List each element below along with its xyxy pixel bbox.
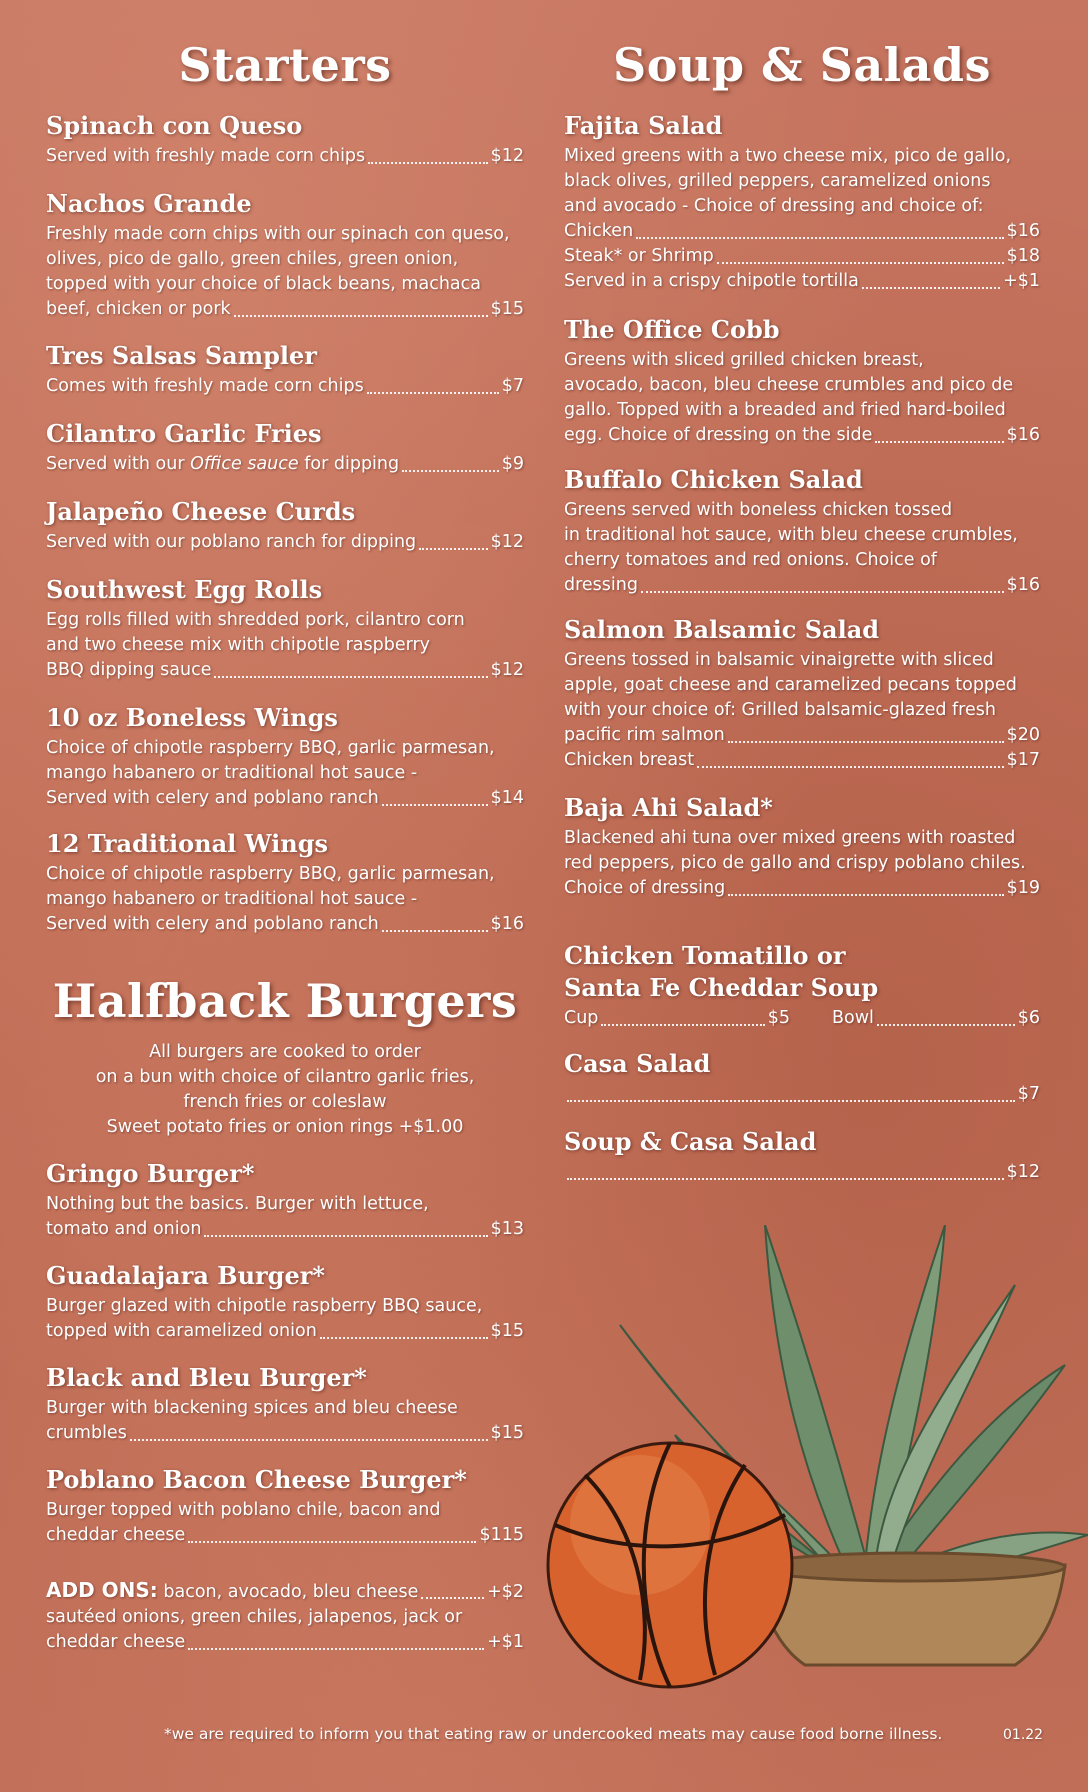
dot-leader — [188, 1648, 484, 1650]
menu-item — [46, 342, 524, 399]
casa-salad-price: $7 — [1017, 1084, 1040, 1104]
dot-leader — [320, 1337, 488, 1339]
menu-item-description — [46, 374, 524, 399]
dot-leader — [130, 1439, 488, 1441]
description-line: Freshly made corn chips with our spinach con queso, — [46, 224, 510, 244]
menu-item-description — [564, 826, 1040, 901]
description-line: apple, goat cheese and caramelized pecans topped — [564, 675, 1017, 695]
menu-item-description — [46, 1294, 524, 1344]
menu-item — [46, 498, 524, 555]
menu-item-title: Nachos Grande — [46, 189, 252, 218]
price: $12 — [490, 532, 524, 552]
description-line: mango habanero or traditional hot sauce - — [46, 763, 418, 783]
description-line: gallo. Topped with a breaded and fried hard-boiled — [564, 400, 1006, 420]
menu-item — [46, 704, 524, 811]
description-line: Blackened ahi tuna over mixed greens with roasted — [564, 828, 1016, 848]
burgers-intro-line: french fries or coleslaw — [183, 1092, 387, 1112]
menu-item — [46, 1160, 524, 1242]
menu-item-title: Spinach con Queso — [46, 111, 303, 140]
price: $115 — [479, 1525, 524, 1545]
price: $20 — [1006, 725, 1040, 745]
price-line — [564, 573, 1040, 598]
price: $19 — [1006, 878, 1040, 898]
dot-leader — [367, 392, 499, 394]
price-line-label — [46, 452, 399, 477]
menu-item — [46, 576, 524, 683]
price-line-label: cheddar cheese — [46, 1525, 186, 1545]
price-line — [46, 1421, 524, 1446]
soups-title: Soup & Salads — [613, 38, 991, 92]
price-line-label: Choice of dressing — [564, 878, 726, 898]
starters-title: Starters — [178, 38, 392, 92]
menu-item-description — [46, 1396, 524, 1446]
description-line: mango habanero or traditional hot sauce - — [46, 889, 418, 909]
dot-leader — [234, 315, 488, 317]
menu-item — [564, 794, 1040, 901]
description-line: and avocado - Choice of dressing and choice of: — [564, 196, 984, 216]
description-line: Nothing but the basics. Burger with lettuce, — [46, 1194, 429, 1214]
menu-item — [564, 466, 1040, 598]
dot-leader — [875, 441, 1003, 443]
description-line: Greens served with boneless chicken tossed — [564, 500, 953, 520]
price-line-label: BBQ dipping sauce — [46, 660, 212, 680]
price-line — [46, 144, 524, 169]
menu-item-title: Baja Ahi Salad* — [564, 793, 773, 822]
price-line-label: pacific rim salmon — [564, 725, 725, 745]
price: $17 — [1006, 750, 1040, 770]
dot-leader — [862, 287, 1000, 289]
price: $12 — [490, 146, 524, 166]
cup-price: $5 — [767, 1008, 790, 1028]
label-part: Served with our — [46, 454, 191, 474]
price-line — [46, 912, 524, 937]
footer-code: 01.22 — [1003, 1727, 1044, 1743]
menu-item-title: Salmon Balsamic Salad — [564, 615, 880, 644]
dot-leader — [402, 470, 499, 472]
dot-leader — [636, 237, 1003, 239]
burgers-intro — [46, 1040, 524, 1140]
addons-price: +$2 — [487, 1582, 524, 1602]
menu-item-title: Cilantro Garlic Fries — [46, 419, 322, 448]
description-line: Choice of chipotle raspberry BBQ, garlic parmesan, — [46, 864, 495, 884]
burgers-intro-line: Sweet potato fries or onion rings +$1.00 — [106, 1117, 464, 1137]
addons-text: sautéed onions, green chiles, jalapenos, jack or — [46, 1607, 463, 1627]
pot-icon — [755, 1553, 1065, 1665]
bowl-label: Bowl — [832, 1008, 874, 1028]
price-line — [46, 530, 524, 555]
price: $16 — [1006, 221, 1040, 241]
price: $15 — [490, 1423, 524, 1443]
menu-item-title: Fajita Salad — [564, 111, 723, 140]
price-line — [46, 1217, 524, 1242]
label-part: for dipping — [298, 454, 400, 474]
menu-item-description — [564, 498, 1040, 598]
menu-item — [46, 1466, 524, 1548]
price: +$1 — [1003, 271, 1040, 291]
addons-line — [46, 1578, 524, 1605]
menu-item — [46, 190, 524, 322]
menu-item-description — [46, 862, 524, 937]
label-emphasis: Office sauce — [190, 454, 299, 474]
agave-basketball-illustration — [545, 1225, 1088, 1695]
description-line: and two cheese mix with chipotle raspberry — [46, 635, 431, 655]
price-line-label: beef, chicken or pork — [46, 299, 231, 319]
description-line: Greens with sliced grilled chicken breast, — [564, 350, 924, 370]
price-line — [46, 786, 524, 811]
dot-leader — [567, 1100, 1015, 1102]
basketball-icon — [548, 1443, 792, 1687]
description-line: olives, pico de gallo, green chiles, green onion, — [46, 249, 459, 269]
price-line-label: Served with our poblano ranch for dipping — [46, 532, 417, 552]
addons-price: +$1 — [487, 1632, 524, 1652]
bowl-price: $6 — [1017, 1008, 1040, 1028]
menu-item-title: 10 oz Boneless Wings — [46, 703, 338, 732]
price-line-label: Served with celery and poblano ranch — [46, 914, 379, 934]
dot-leader — [214, 676, 487, 678]
description-line: Burger topped with poblano chile, bacon and — [46, 1500, 441, 1520]
menu-item-title: 12 Traditional Wings — [46, 829, 329, 858]
description-line: red peppers, pico de gallo and crispy poblano chiles. — [564, 853, 1026, 873]
menu-item — [46, 830, 524, 937]
dot-leader — [419, 548, 487, 550]
addons-label-group — [46, 1578, 418, 1605]
price-line — [46, 658, 524, 683]
soup-casa-item — [564, 1128, 1040, 1185]
dot-leader — [728, 894, 1003, 896]
dot-leader — [382, 804, 488, 806]
price-line — [564, 876, 1040, 901]
bowl-line — [832, 1006, 1040, 1031]
price: $16 — [490, 914, 524, 934]
menu-item-title: Poblano Bacon Cheese Burger* — [46, 1465, 467, 1494]
menu-item — [46, 420, 524, 477]
soup-prices — [564, 1006, 1040, 1031]
menu-item-description — [46, 530, 524, 555]
price-line-label: Comes with freshly made corn chips — [46, 376, 364, 396]
price: $15 — [490, 299, 524, 319]
price: $16 — [1006, 425, 1040, 445]
soup-title-line-1: Chicken Tomatillo or — [564, 941, 846, 970]
cup-label: Cup — [564, 1008, 599, 1028]
price-line — [564, 748, 1040, 773]
description-line: avocado, bacon, bleu cheese crumbles and pico de — [564, 375, 1014, 395]
price-line-label: Served with freshly made corn chips — [46, 146, 366, 166]
soup-casa-price: $12 — [1006, 1162, 1040, 1182]
addons-text: cheddar cheese — [46, 1632, 186, 1652]
dot-leader — [421, 1597, 484, 1599]
description-line: with your choice of: Grilled balsamic-glazed fresh — [564, 700, 996, 720]
soup-title-line-2: Santa Fe Cheddar Soup — [564, 973, 879, 1002]
price-line — [564, 723, 1040, 748]
price-line-label: Chicken — [564, 221, 634, 241]
menu-item-description — [564, 648, 1040, 773]
price-line-label: tomato and onion — [46, 1219, 202, 1239]
menu-item-description — [46, 608, 524, 683]
menu-item-description — [46, 452, 524, 477]
price: $12 — [490, 660, 524, 680]
price-line — [46, 452, 524, 477]
description-line: black olives, grilled peppers, caramelized onions — [564, 171, 991, 191]
menu-item — [564, 616, 1040, 773]
price-line-label: egg. Choice of dressing on the side — [564, 425, 873, 445]
menu-item-description — [46, 736, 524, 811]
price: $18 — [1006, 246, 1040, 266]
menu-item — [46, 1364, 524, 1446]
description-line: Burger glazed with chipotle raspberry BBQ sauce, — [46, 1296, 483, 1316]
price: $13 — [490, 1219, 524, 1239]
dot-leader — [697, 766, 1003, 768]
description-line: in traditional hot sauce, with bleu cheese crumbles, — [564, 525, 1018, 545]
burgers-intro-line: All burgers are cooked to order — [149, 1042, 421, 1062]
price: $9 — [501, 454, 524, 474]
menu-item-title: Guadalajara Burger* — [46, 1261, 325, 1290]
menu-item-title: Tres Salsas Sampler — [46, 341, 317, 370]
soup-item — [564, 942, 1040, 1031]
price-line-label: Chicken breast — [564, 750, 695, 770]
description-line: Greens tossed in balsamic vinaigrette with sliced — [564, 650, 994, 670]
description-line: topped with your choice of black beans, machaca — [46, 274, 481, 294]
price-line — [46, 1523, 524, 1548]
addons — [46, 1578, 524, 1655]
dot-leader — [601, 1024, 764, 1026]
addons-text: bacon, avocado, bleu cheese — [157, 1582, 419, 1602]
menu-item-description — [46, 1192, 524, 1242]
dot-leader — [641, 591, 1004, 593]
soup-casa-line — [564, 1160, 1040, 1185]
menu-item — [564, 316, 1040, 448]
dot-leader — [368, 162, 487, 164]
dot-leader — [717, 262, 1004, 264]
price-line — [564, 423, 1040, 448]
menu-item-title: Buffalo Chicken Salad — [564, 465, 863, 494]
price-line-label: dressing — [564, 575, 638, 595]
price-line-label: Steak* or Shrimp — [564, 246, 714, 266]
dot-leader — [567, 1178, 1004, 1180]
cup-line — [564, 1006, 790, 1031]
menu-item-title: The Office Cobb — [564, 315, 780, 344]
menu-item-description — [564, 348, 1040, 448]
description-line: Choice of chipotle raspberry BBQ, garlic parmesan, — [46, 738, 495, 758]
soup-casa-title: Soup & Casa Salad — [564, 1127, 817, 1156]
price-line-label: Served with celery and poblano ranch — [46, 788, 379, 808]
menu-item-title: Southwest Egg Rolls — [46, 575, 323, 604]
description-line: Mixed greens with a two cheese mix, pico de gallo, — [564, 146, 1012, 166]
price-line — [46, 297, 524, 322]
menu-item-description — [564, 144, 1040, 294]
price: $7 — [501, 376, 524, 396]
footer-disclaimer: *we are required to inform you that eating raw or undercooked meats may cause food borne illness. — [164, 1725, 943, 1743]
description-line: cherry tomatoes and red onions. Choice of — [564, 550, 937, 570]
price-line-label: Served in a crispy chipotle tortilla — [564, 271, 859, 291]
menu-item — [564, 112, 1040, 294]
price-line — [564, 219, 1040, 244]
menu-item-description — [46, 222, 524, 322]
menu-item-description — [46, 144, 524, 169]
price-line-label: topped with caramelized onion — [46, 1321, 317, 1341]
casa-salad-line — [564, 1082, 1040, 1107]
price-line — [46, 374, 524, 399]
dot-leader — [188, 1541, 476, 1543]
price-line — [564, 269, 1040, 294]
casa-salad-item — [564, 1050, 1040, 1107]
price-line-label: crumbles — [46, 1423, 127, 1443]
price-line — [46, 1319, 524, 1344]
menu-item-title: Black and Bleu Burger* — [46, 1363, 367, 1392]
casa-salad-title: Casa Salad — [564, 1049, 711, 1078]
menu-item-description — [46, 1498, 524, 1548]
description-line: Egg rolls filled with shredded pork, cilantro corn — [46, 610, 465, 630]
menu-item — [46, 112, 524, 169]
dot-leader — [204, 1235, 487, 1237]
burgers-title: Halfback Burgers — [52, 974, 518, 1028]
dot-leader — [877, 1024, 1015, 1026]
menu-item-title: Jalapeño Cheese Curds — [46, 497, 356, 526]
addons-label: ADD ONS: — [46, 1578, 158, 1602]
menu-item-title: Gringo Burger* — [46, 1159, 255, 1188]
price: $15 — [490, 1321, 524, 1341]
dot-leader — [382, 930, 488, 932]
price: $16 — [1006, 575, 1040, 595]
description-line: Burger with blackening spices and bleu cheese — [46, 1398, 458, 1418]
price: $14 — [490, 788, 524, 808]
menu-item — [46, 1262, 524, 1344]
price-line — [564, 244, 1040, 269]
burgers-intro-line: on a bun with choice of cilantro garlic fries, — [95, 1067, 475, 1087]
dot-leader — [728, 741, 1004, 743]
addons-line — [46, 1630, 524, 1655]
